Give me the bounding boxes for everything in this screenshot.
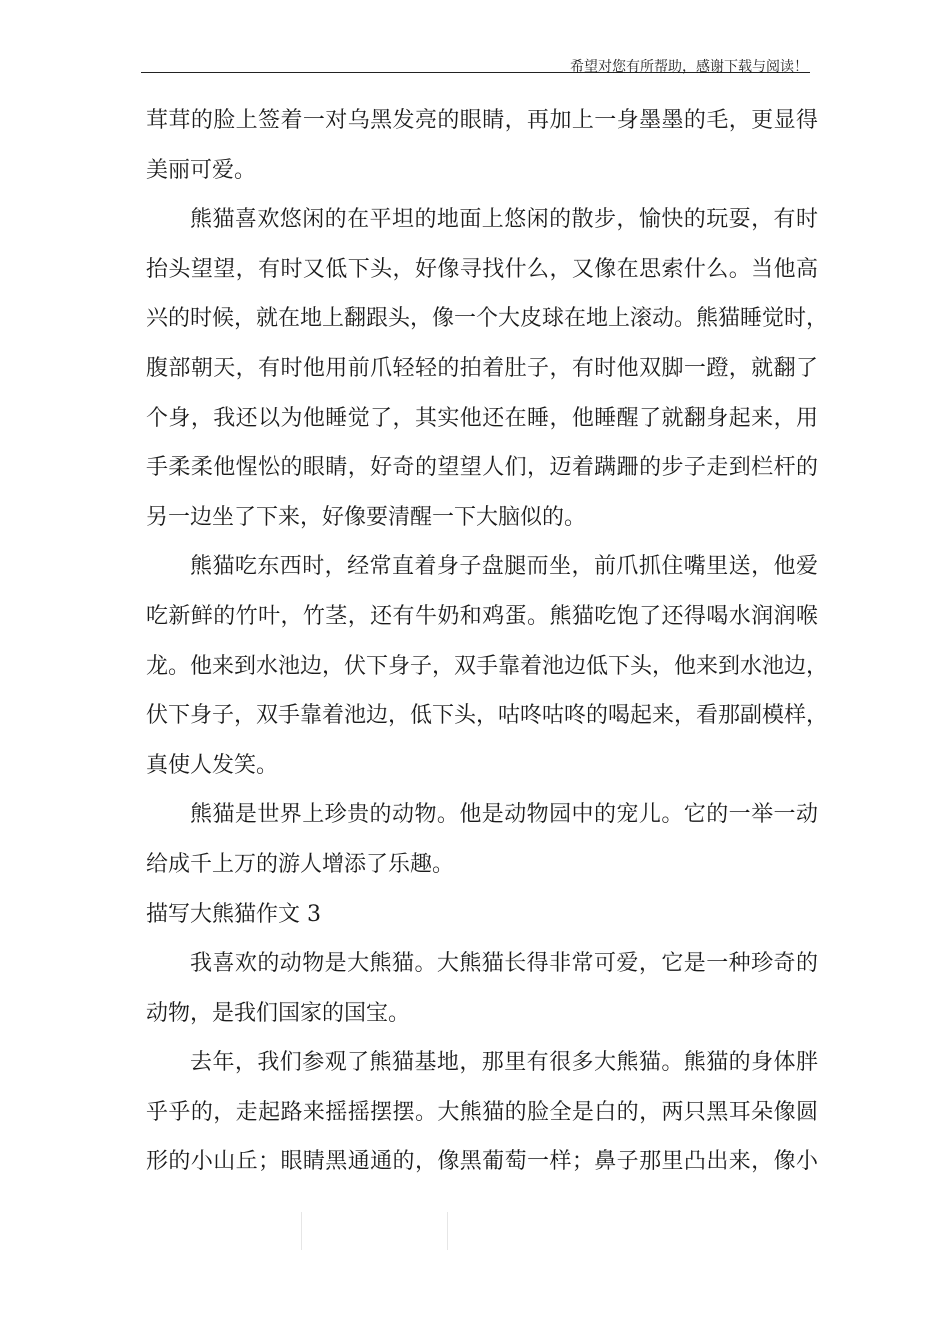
text-line: 茸茸的脸上签着一对乌黑发亮的眼睛，再加上一身墨墨的毛，更显得 — [146, 108, 818, 133]
text-line: 熊猫是世界上珍贵的动物。他是动物园中的宠儿。它的一举一动 — [190, 802, 818, 828]
text-line: 抬头望望，有时又低下头，好像寻找什么，又像在思索什么。当他高 — [146, 256, 818, 282]
section-heading: 描写大熊猫作文 3 — [146, 901, 321, 927]
text-line: 腹部朝天，有时他用前爪轻轻的拍着肚子，有时他双脚一蹬，就翻了 — [146, 355, 818, 381]
text-line: 个身，我还以为他睡觉了，其实他还在睡，他睡醒了就翻身起来，用 — [146, 405, 818, 431]
text-line: 手柔柔他惺忪的眼睛，好奇的望望人们，迈着蹒跚的步子走到栏杆的 — [146, 455, 818, 481]
text-line: 形的小山丘；眼睛黑通通的，像黑葡萄一样；鼻子那里凸出来，像小 — [146, 1149, 818, 1175]
text-line: 熊猫吃东西时，经常直着身子盘腿而坐，前爪抓住嘴里送，他爱 — [190, 554, 818, 580]
header-divider — [141, 72, 810, 73]
text-line: 伏下身子，双手靠着池边，低下头，咕咚咕咚的喝起来，看那副模样， — [146, 703, 829, 729]
text-line: 美丽可爱。 — [146, 157, 257, 183]
text-line: 去年，我们参观了熊猫基地，那里有很多大熊猫。熊猫的身体胖 — [190, 1050, 818, 1076]
text-line: 乎乎的，走起路来摇摇摆摆。大熊猫的脸全是白的，两只黑耳朵像圆 — [146, 1099, 818, 1125]
text-line: 我喜欢的动物是大熊猫。大熊猫长得非常可爱，它是一种珍奇的 — [190, 951, 818, 977]
text-line: 熊猫喜欢悠闲的在平坦的地面上悠闲的散步，愉快的玩耍，有时 — [190, 207, 818, 233]
text-line: 另一边坐了下来，好像要清醒一下大脑似的。 — [146, 504, 587, 530]
document-body — [146, 96, 829, 1187]
page-header-text: 希望对您有所帮助，感谢下载与阅读！ — [570, 59, 808, 75]
text-line: 给成千上万的游人增添了乐趣。 — [146, 851, 455, 877]
text-line: 吃新鲜的竹叶，竹茎，还有牛奶和鸡蛋。熊猫吃饱了还得喝水润润喉 — [146, 603, 818, 629]
text-line: 动物，是我们国家的国宝。 — [146, 1000, 411, 1026]
footer-placeholder — [301, 1212, 448, 1250]
text-line: 兴的时候，就在地上翻跟头，像一个大皮球在地上滚动。熊猫睡觉时， — [146, 306, 829, 332]
text-line: 真使人发笑。 — [146, 752, 279, 778]
text-line: 龙。他来到水池边，伏下身子，双手靠着池边低下头，他来到水池边， — [146, 653, 829, 679]
